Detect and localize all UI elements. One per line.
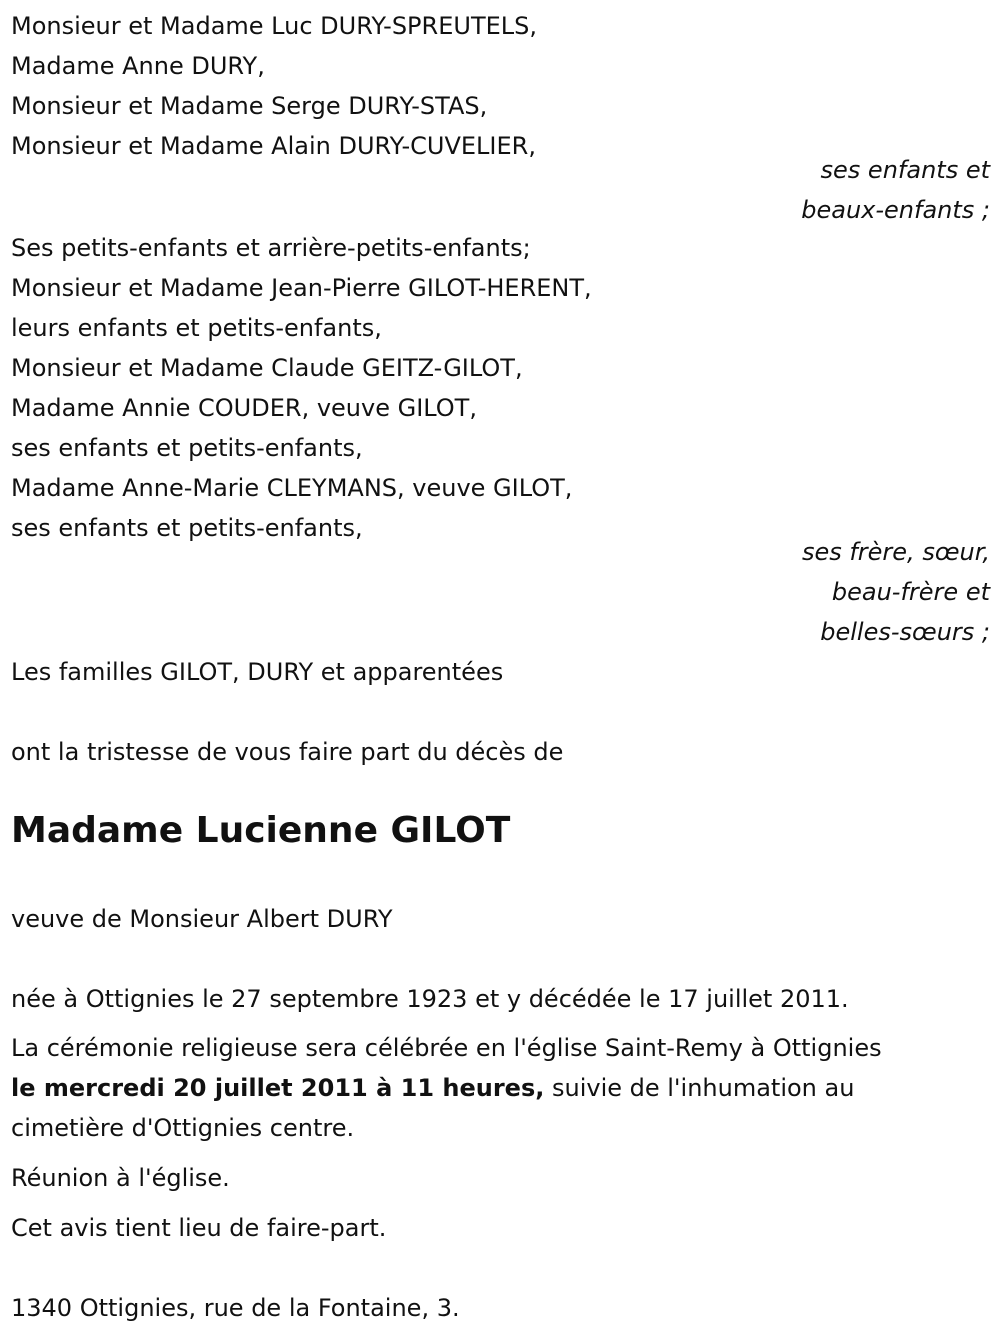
family-line: Madame Anne-Marie CLEYMANS, veuve GILOT,: [11, 474, 573, 502]
address-line: 1340 Ottignies, rue de la Fontaine, 3.: [11, 1294, 460, 1322]
relation-label: ses enfants et: [820, 156, 990, 184]
meeting-line: Réunion à l'église.: [11, 1164, 230, 1192]
family-line: Monsieur et Madame Serge DURY-STAS,: [11, 92, 488, 120]
family-line: Monsieur et Madame Luc DURY-SPREUTELS,: [11, 12, 537, 40]
family-line: leurs enfants et petits-enfants,: [11, 314, 382, 342]
widow-line: veuve de Monsieur Albert DURY: [11, 905, 393, 933]
ceremony-line: cimetière d'Ottignies centre.: [11, 1114, 355, 1142]
family-line: Ses petits-enfants et arrière-petits-enfants;: [11, 234, 531, 262]
ceremony-rest: suivie de l'inhumation au: [544, 1074, 855, 1102]
ceremony-date: le mercredi 20 juillet 2011 à 11 heures,: [11, 1074, 545, 1102]
relation-label: beaux-enfants ;: [801, 196, 990, 224]
family-line: ses enfants et petits-enfants,: [11, 434, 363, 462]
families-line: Les familles GILOT, DURY et apparentées: [11, 658, 504, 686]
birth-death-line: née à Ottignies le 27 septembre 1923 et y décédée le 17 juillet 2011.: [11, 985, 849, 1013]
family-line: Monsieur et Madame Claude GEITZ-GILOT,: [11, 354, 523, 382]
ceremony-line: [11, 1068, 854, 1108]
family-line: Monsieur et Madame Jean-Pierre GILOT-HERENT,: [11, 274, 592, 302]
family-line: Madame Anne DURY,: [11, 52, 265, 80]
family-line: Madame Annie COUDER, veuve GILOT,: [11, 394, 477, 422]
relation-label: beau-frère et: [831, 578, 990, 606]
deceased-name: Madame Lucienne GILOT: [11, 810, 511, 851]
family-line: ses enfants et petits-enfants,: [11, 514, 363, 542]
family-line: Monsieur et Madame Alain DURY-CUVELIER,: [11, 132, 536, 160]
notice-line: Cet avis tient lieu de faire-part.: [11, 1214, 387, 1242]
ceremony-line: La cérémonie religieuse sera célébrée en l'église Saint-Remy à Ottignies: [11, 1034, 882, 1062]
relation-label: ses frère, sœur,: [801, 538, 990, 566]
relation-label: belles-sœurs ;: [820, 618, 990, 646]
announcement-text: ont la tristesse de vous faire part du décès de: [11, 738, 564, 766]
